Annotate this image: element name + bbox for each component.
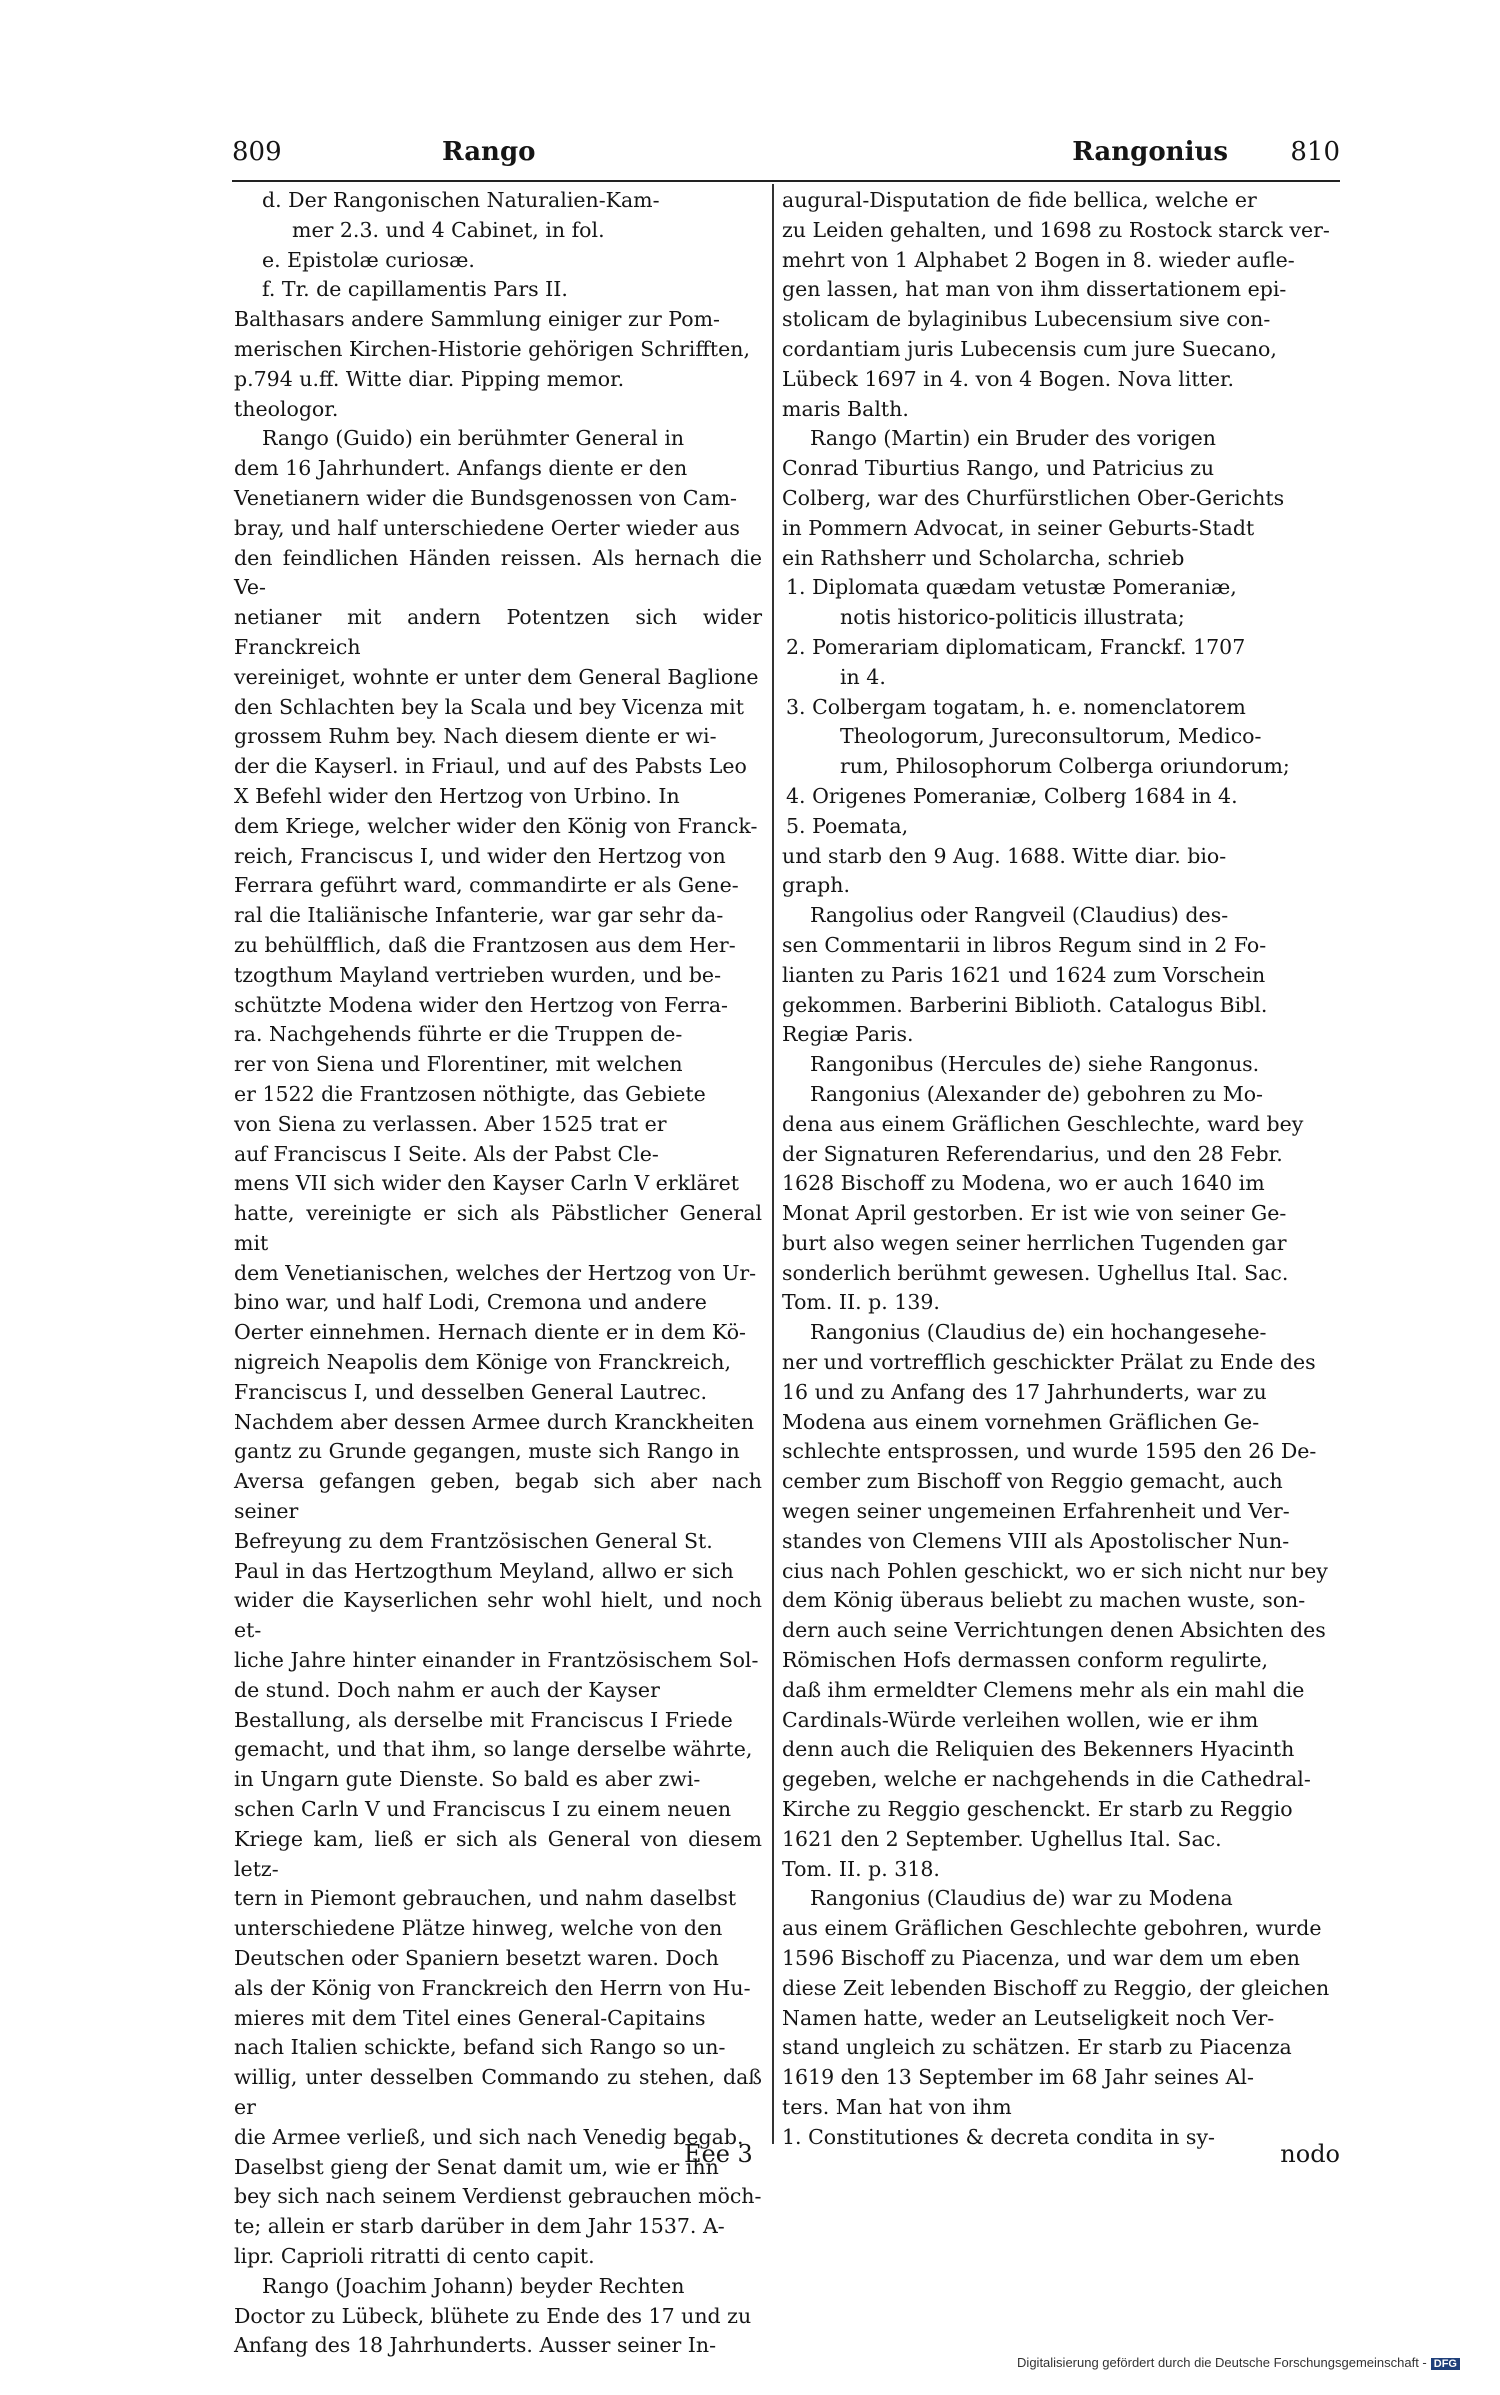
text-line: Tom. II. p. 318. bbox=[782, 1856, 940, 1881]
text-line: den feindlichen Händen reissen. Als hernach die Ve- bbox=[234, 545, 762, 600]
text-line: tern in Piemont gebrauchen, und nahm daselbst bbox=[234, 1886, 737, 1911]
dfg-logo: DFG bbox=[1431, 2358, 1460, 2370]
text-line: Balthasars andere Sammlung einiger zur Pom- bbox=[234, 307, 720, 332]
text-line: Römischen Hofs dermassen conform regulirte, bbox=[782, 1648, 1269, 1673]
text-line: denn auch die Reliquien des Bekenners Hyacinth bbox=[782, 1737, 1295, 1762]
text-line: Rangonius (Claudius de) war zu Modena bbox=[810, 1886, 1233, 1911]
text-line: gen lassen, hat man von ihm dissertationem epi- bbox=[782, 277, 1287, 302]
text-line: schlechte entsprossen, und wurde 1595 den 26 De- bbox=[782, 1439, 1317, 1464]
text-line: auf Franciscus I Seite. Als der Pabst Cle- bbox=[234, 1141, 659, 1166]
text-line: Modena aus einem vornehmen Gräflichen Ge- bbox=[782, 1409, 1260, 1434]
page-number-right: 810 bbox=[1290, 137, 1340, 167]
text-line: rum, Philosophorum Colberga oriundorum; bbox=[840, 754, 1290, 779]
text-line: Doctor zu Lübeck, blühete zu Ende des 17 und zu bbox=[234, 2303, 752, 2328]
text-line: aus einem Gräflichen Geschlechte gebohren, wurde bbox=[782, 1916, 1322, 1941]
text-line: der die Kayserl. in Friaul, und auf des Pabsts Leo bbox=[234, 754, 747, 779]
text-line: wegen seiner ungemeinen Erfahrenheit und Ver- bbox=[782, 1499, 1290, 1524]
text-line: Rango (Martin) ein Bruder des vorigen bbox=[810, 426, 1216, 451]
text-line: er 1522 die Frantzosen nöthigte, das Gebiete bbox=[234, 1081, 706, 1106]
text-line: maris Balth. bbox=[782, 396, 909, 421]
text-line: e. Epistolæ curiosæ. bbox=[262, 247, 475, 272]
text-line: de stund. Doch nahm er auch der Kayser bbox=[234, 1677, 660, 1702]
catchword: nodo bbox=[1280, 2140, 1340, 2168]
text-line: gantz zu Grunde gegangen, muste sich Rango in bbox=[234, 1439, 740, 1464]
text-line: ein Rathsherr und Scholarcha, schrieb bbox=[782, 545, 1185, 570]
text-line: Nachdem aber dessen Armee durch Kranckheiten bbox=[234, 1409, 755, 1434]
text-line: Conrad Tiburtius Rango, und Patricius zu bbox=[782, 456, 1215, 481]
text-line: grossem Ruhm bey. Nach diesem diente er wi- bbox=[234, 724, 717, 749]
text-line: in 4. bbox=[840, 664, 886, 689]
text-line: lianten zu Paris 1621 und 1624 zum Vorschein bbox=[782, 962, 1266, 987]
text-line: mer 2.3. und 4 Cabinet, in fol. bbox=[292, 217, 605, 242]
text-line: rer von Siena und Florentiner, mit welchen bbox=[234, 1052, 683, 1077]
text-line: sonderlich berühmt gewesen. Ughellus Ital. Sac. bbox=[782, 1260, 1289, 1285]
text-line: dena aus einem Gräflichen Geschlechte, ward bey bbox=[782, 1111, 1304, 1136]
text-line: Ferrara geführt ward, commandirte er als Gene- bbox=[234, 873, 739, 898]
text-line: Anfang des 18 Jahrhunderts. Ausser seiner In- bbox=[234, 2333, 717, 2358]
text-line: wider die Kayserlichen sehr wohl hielt, und noch et- bbox=[234, 1588, 762, 1643]
text-line: nigreich Neapolis dem Könige von Franckreich, bbox=[234, 1350, 732, 1375]
text-line: dem Kriege, welcher wider den König von Franck- bbox=[234, 813, 758, 838]
text-line: gemacht, und that ihm, so lange derselbe währte, bbox=[234, 1737, 753, 1762]
text-line: cember zum Bischoff von Reggio gemacht, auch bbox=[782, 1469, 1283, 1494]
text-line: von Siena zu verlassen. Aber 1525 trat er bbox=[234, 1111, 667, 1136]
text-line: burt also wegen seiner herrlichen Tugenden gar bbox=[782, 1230, 1287, 1255]
text-line: als der König von Franckreich den Herrn von Hu- bbox=[234, 1975, 751, 2000]
text-line: f. Tr. de capillamentis Pars II. bbox=[262, 277, 568, 302]
text-line: 1628 Bischoff zu Modena, wo er auch 1640 im bbox=[782, 1171, 1265, 1196]
text-line: Kirche zu Reggio geschenckt. Er starb zu Reggio bbox=[782, 1797, 1293, 1822]
text-line: Befreyung zu dem Frantzösischen General St. bbox=[234, 1528, 713, 1553]
text-line: Rango (Joachim Johann) beyder Rechten bbox=[262, 2273, 685, 2298]
text-line: ra. Nachgehends führte er die Truppen de- bbox=[234, 1022, 683, 1047]
text-line: 1596 Bischoff zu Piacenza, und war dem um eben bbox=[782, 1946, 1300, 1971]
text-line: willig, unter desselben Commando zu stehen, daß er bbox=[234, 2065, 762, 2119]
text-line: ner und vortrefflich geschickter Prälat zu Ende des bbox=[782, 1350, 1316, 1375]
text-line: Colberg, war des Churfürstlichen Ober-Gerichts bbox=[782, 485, 1285, 510]
text-line: Tom. II. p. 139. bbox=[782, 1290, 940, 1315]
text-line: notis historico-politicis illustrata; bbox=[840, 605, 1185, 630]
column-divider bbox=[772, 184, 774, 2144]
text-line: 1. Constitutiones & decreta condita in sy- bbox=[782, 2124, 1215, 2149]
text-line: in Ungarn gute Dienste. So bald es aber zwi- bbox=[234, 1767, 701, 1792]
text-line: Theologorum, Jureconsultorum, Medico- bbox=[840, 724, 1262, 749]
text-line: 3. Colbergam togatam, h. e. nomenclatorem bbox=[786, 694, 1246, 719]
text-line: dem Venetianischen, welches der Hertzog von Ur- bbox=[234, 1260, 757, 1285]
text-line: unterschiedene Plätze hinweg, welche von den bbox=[234, 1916, 723, 1941]
text-line: mieres mit dem Titel eines General-Capitains bbox=[234, 2005, 706, 2030]
text-line: schen Carln V und Franciscus I zu einem neuen bbox=[234, 1797, 732, 1822]
text-line: zu Leiden gehalten, und 1698 zu Rostock starck ver- bbox=[782, 217, 1330, 242]
text-line: ters. Man hat von ihm bbox=[782, 2095, 1012, 2119]
credit-text: Digitalisierung gefördert durch die Deutsche Forschungsgemeinschaft - bbox=[1017, 2355, 1427, 2370]
text-line: schützte Modena wider den Hertzog von Ferra- bbox=[234, 992, 728, 1017]
text-line: te; allein er starb darüber in dem Jahr 1537. A- bbox=[234, 2214, 725, 2239]
text-line: gekommen. Barberini Biblioth. Catalogus Bibl. bbox=[782, 992, 1268, 1017]
text-line: Kriege kam, ließ er sich als General von diesem letz- bbox=[234, 1826, 762, 1881]
text-line: liche Jahre hinter einander in Frantzösischem Sol- bbox=[234, 1648, 759, 1673]
text-line: augural-Disputation de fide bellica, welche er bbox=[782, 188, 1257, 212]
text-line: merischen Kirchen-Historie gehörigen Schrifften, bbox=[234, 336, 751, 361]
text-line: Cardinals-Würde verleihen wollen, wie er ihm bbox=[782, 1707, 1259, 1732]
text-line: nach Italien schickte, befand sich Rango so un- bbox=[234, 2035, 726, 2060]
digitization-credit bbox=[1017, 2355, 1460, 2370]
text-line: 4. Origenes Pomeraniæ, Colberg 1684 in 4. bbox=[786, 783, 1238, 808]
text-line: p.794 u.ff. Witte diar. Pipping memor. bbox=[234, 366, 625, 391]
text-line: ral die Italiänische Infanterie, war gar sehr da- bbox=[234, 903, 724, 928]
text-line: Rangonius (Alexander de) gebohren zu Mo- bbox=[810, 1081, 1263, 1106]
left-column bbox=[234, 186, 762, 2361]
text-line: Namen hatte, weder an Leutseligkeit noch Ver- bbox=[782, 2005, 1275, 2030]
text-line: netianer mit andern Potentzen sich wider Franckreich bbox=[234, 605, 762, 659]
text-line: daß ihm ermeldter Clemens mehr als ein mahl die bbox=[782, 1677, 1305, 1702]
text-line: bino war, und half Lodi, Cremona und andere bbox=[234, 1290, 707, 1315]
text-line: sen Commentarii in libros Regum sind in 2 Fo- bbox=[782, 932, 1267, 957]
text-line: und starb den 9 Aug. 1688. Witte diar. bio- bbox=[782, 843, 1227, 868]
text-line: X Befehl wider den Hertzog von Urbino. In bbox=[234, 783, 680, 808]
text-line: Franciscus I, und desselben General Lautrec. bbox=[234, 1379, 708, 1404]
signature-mark: Eee 3 bbox=[684, 2140, 753, 2168]
text-line: 5. Poemata, bbox=[786, 813, 909, 838]
text-line: 1621 den 2 September. Ughellus Ital. Sac. bbox=[782, 1826, 1222, 1851]
text-line: dern auch seine Verrichtungen denen Absichten des bbox=[782, 1618, 1326, 1643]
page-footer bbox=[234, 2134, 1340, 2174]
running-title-right: Rangonius bbox=[1072, 137, 1228, 167]
text-line: die Armee verließ, und sich nach Venedig begab. bbox=[234, 2124, 744, 2149]
text-line: Monat April gestorben. Er ist wie von seiner Ge- bbox=[782, 1201, 1287, 1226]
running-header bbox=[232, 130, 1340, 174]
text-line: stolicam de bylaginibus Lubecensium sive con- bbox=[782, 307, 1271, 332]
text-line: den Schlachten bey la Scala und bey Vicenza mit bbox=[234, 694, 744, 719]
text-line: zu behülfflich, daß die Frantzosen aus dem Her- bbox=[234, 932, 736, 957]
text-line: lipr. Caprioli ritratti di cento capit. bbox=[234, 2243, 595, 2268]
page-number-left: 809 bbox=[232, 137, 282, 167]
text-line: mens VII sich wider den Kayser Carln V erkläret bbox=[234, 1171, 739, 1196]
text-line: reich, Franciscus I, und wider den Hertzog von bbox=[234, 843, 726, 868]
text-line: Paul in das Hertzogthum Meyland, allwo er sich bbox=[234, 1558, 734, 1583]
text-line: gegeben, welche er nachgehends in die Cathedral- bbox=[782, 1767, 1311, 1792]
text-line: der Signaturen Referendarius, und den 28 Febr. bbox=[782, 1141, 1283, 1166]
text-line: Rangonius (Claudius de) ein hochangesehe- bbox=[810, 1320, 1267, 1345]
text-line: Aversa gefangen geben, begab sich aber nach seiner bbox=[234, 1469, 762, 1524]
text-line: dem 16 Jahrhundert. Anfangs diente er den bbox=[234, 456, 688, 481]
text-line: cordantiam juris Lubecensis cum jure Suecano, bbox=[782, 336, 1277, 361]
text-line: Venetianern wider die Bundsgenossen von Cam- bbox=[234, 485, 737, 510]
text-line: Rangolius oder Rangveil (Claudius) des- bbox=[810, 903, 1229, 928]
text-line: hatte, vereinigte er sich als Päbstlicher General mit bbox=[234, 1201, 762, 1255]
text-line: Oerter einnehmen. Hernach diente er in dem Kö- bbox=[234, 1320, 746, 1345]
text-line: vereiniget, wohnte er unter dem General Baglione bbox=[234, 664, 759, 689]
header-rule bbox=[232, 180, 1340, 182]
text-line: Daselbst gieng der Senat damit um, wie er ihn bbox=[234, 2154, 719, 2179]
text-line: graph. bbox=[782, 873, 850, 898]
text-line: 16 und zu Anfang des 17 Jahrhunderts, war zu bbox=[782, 1379, 1267, 1404]
text-line: bray, und half unterschiedene Oerter wieder aus bbox=[234, 515, 740, 540]
text-line: theologor. bbox=[234, 396, 339, 421]
text-line: dem König überaus beliebt zu machen wuste, son- bbox=[782, 1588, 1306, 1613]
running-title-left: Rango bbox=[442, 137, 536, 167]
text-line: Regiæ Paris. bbox=[782, 1022, 914, 1047]
text-line: 2. Pomerariam diplomaticam, Franckf. 1707 bbox=[786, 634, 1246, 659]
text-line: mehrt von 1 Alphabet 2 Bogen in 8. wieder aufle- bbox=[782, 247, 1295, 272]
text-line: standes von Clemens VIII als Apostolischer Nun- bbox=[782, 1528, 1290, 1553]
text-line: diese Zeit lebenden Bischoff zu Reggio, der gleichen bbox=[782, 1975, 1330, 2000]
right-column bbox=[782, 186, 1340, 2153]
text-line: Deutschen oder Spaniern besetzt waren. Doch bbox=[234, 1946, 719, 1971]
text-line: cius nach Pohlen geschickt, wo er sich nicht nur bey bbox=[782, 1558, 1328, 1583]
text-line: Bestallung, als derselbe mit Franciscus I Friede bbox=[234, 1707, 733, 1732]
text-line: tzogthum Mayland vertrieben wurden, und be- bbox=[234, 962, 721, 987]
text-line: Rango (Guido) ein berühmter General in bbox=[262, 426, 685, 451]
text-line: bey sich nach seinem Verdienst gebrauchen möch- bbox=[234, 2184, 762, 2209]
text-line: 1619 den 13 September im 68 Jahr seines Al- bbox=[782, 2065, 1254, 2090]
text-line: d. Der Rangonischen Naturalien-Kam- bbox=[262, 188, 660, 212]
text-line: Rangonibus (Hercules de) siehe Rangonus. bbox=[810, 1052, 1260, 1077]
text-line: Lübeck 1697 in 4. von 4 Bogen. Nova litter. bbox=[782, 366, 1235, 391]
text-line: in Pommern Advocat, in seiner Geburts-Stadt bbox=[782, 515, 1255, 540]
text-line: 1. Diplomata quædam vetustæ Pomeraniæ, bbox=[786, 575, 1237, 600]
text-line: stand ungleich zu schätzen. Er starb zu Piacenza bbox=[782, 2035, 1292, 2060]
